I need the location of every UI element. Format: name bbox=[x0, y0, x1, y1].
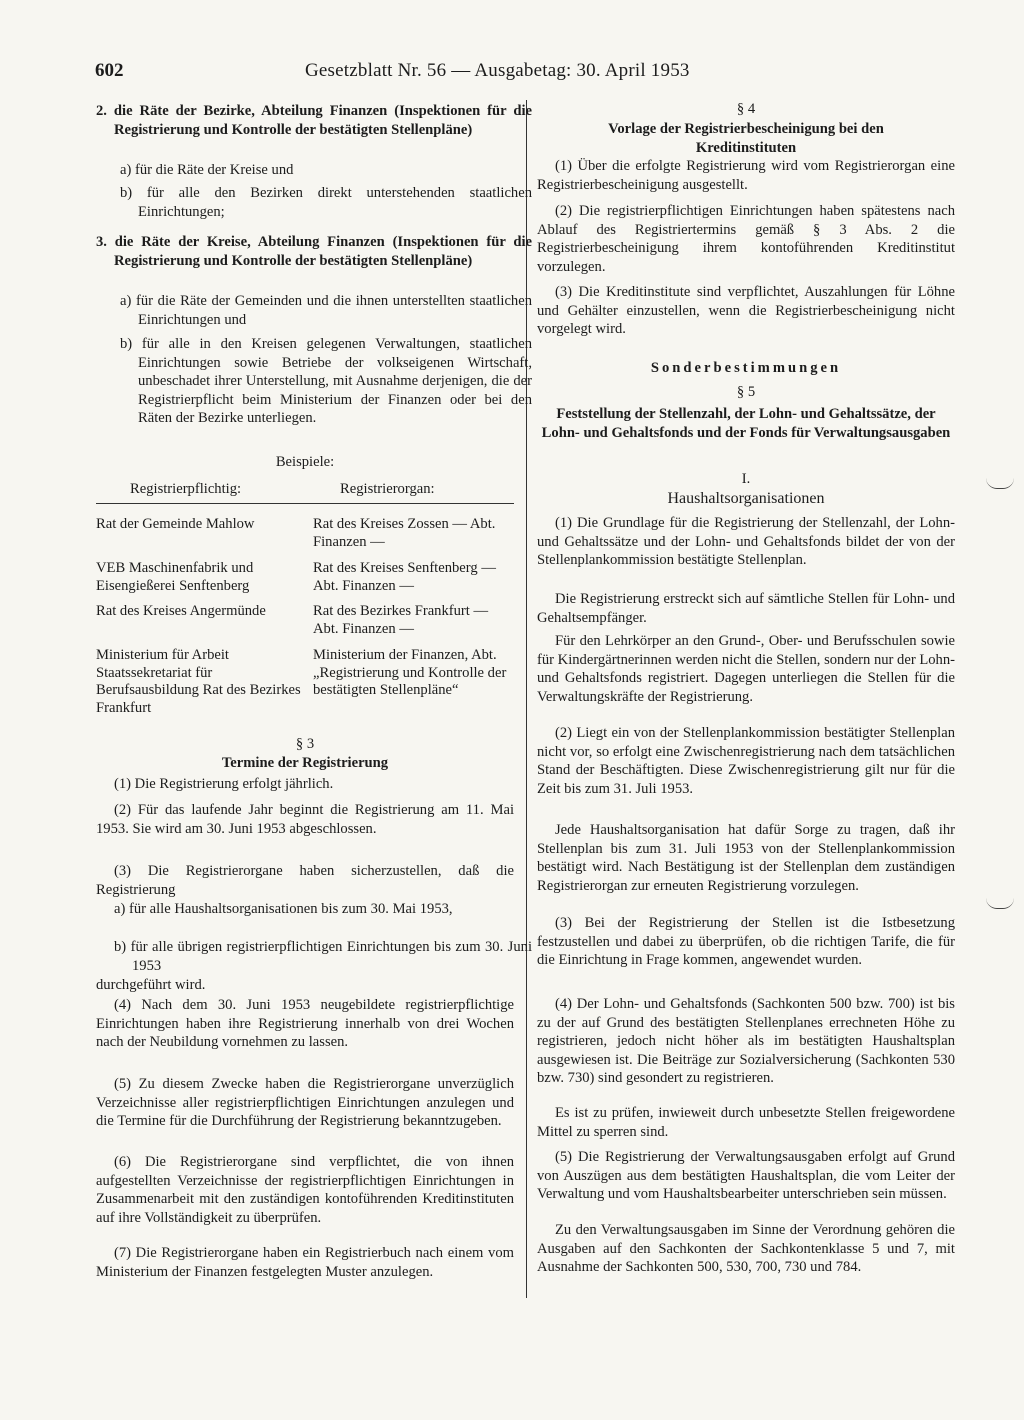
section-5-p1b: Die Registrierung erstreckt sich auf sämtliche Stellen für Lohn- und Gehaltsempfänger. bbox=[537, 591, 955, 626]
table-row-2-left: VEB Maschinenfabrik und Eisengießerei Senftenberg bbox=[96, 560, 254, 594]
table-header-rule bbox=[96, 503, 514, 504]
examples-title: Beispiele: bbox=[275, 454, 335, 470]
section-5-p5b: Zu den Verwaltungsausgaben im Sinne der Verordnung gehören die Ausgaben auf den Sachkonten der Sachkontenklasse 5 und 7, mit Ausnahme der Sachkonten 500, 530, 700, 730 und 784. bbox=[537, 1222, 955, 1275]
section-3-number: § 3 bbox=[295, 736, 315, 752]
table-row-3-right: Rat des Bezirkes Frankfurt — Abt. Finanzen — bbox=[313, 603, 489, 637]
table-row-2-right: Rat des Kreises Senftenberg — Abt. Finanzen — bbox=[313, 560, 496, 594]
table-row-3-left: Rat des Kreises Angermünde bbox=[96, 603, 266, 619]
section-4-number: § 4 bbox=[736, 101, 756, 117]
section-5-p4b: Es ist zu prüfen, inwieweit durch unbesetzte Stellen freigewordene Mittel zu sperren sind. bbox=[537, 1105, 955, 1140]
section-5-number: § 5 bbox=[736, 384, 756, 400]
section-5-p2b: Jede Haushaltsorganisation hat dafür Sorge zu tragen, daß ihr Stellenplan bis zum 31. Juli 1953 von der Stellenplankommission bestätigt wird. Nach Bestätigung ist der Stellenplan dem zuständigen Registrierorgan zur erneuten Registrierung vorzulegen. bbox=[537, 822, 955, 894]
margin-mark bbox=[986, 898, 1014, 909]
section-3-p4: (4) Nach dem 30. Juni 1953 neugebildete registrierpflichtige Einrichtungen haben ihre Registrierung innerhalb von drei Wochen nach der Neubildung vornehmen zu lassen. bbox=[96, 997, 514, 1050]
roman-numeral-i: I. bbox=[741, 471, 751, 487]
page-header bbox=[95, 60, 745, 84]
item-2-heading: 2. die Räte der Bezirke, Abteilung Finanzen (Inspektionen für die Registrierung und Kontrolle der bestätigten Stellenpläne) bbox=[96, 103, 532, 138]
section-5-title: Feststellung der Stellenzahl, der Lohn- und Gehaltssätze, der Lohn- und Gehaltsfonds und der Fonds für Verwaltungsausgaben bbox=[541, 406, 951, 441]
section-5-p1c: Für den Lehrkörper an den Grund-, Ober- und Berufsschulen sowie für Kindergärtnerinnen werden nicht die Stellen, sondern nur der Lohn- und Gehaltsfonds registriert. Dagegen unterliegen die Stellen für die Verwaltungskräfte der Registrierung. bbox=[537, 633, 955, 705]
section-4-p2: (2) Die registrierpflichtigen Einrichtungen haben spätestens nach Ablauf des Registriertermins gemäß § 3 Abs. 2 die Registrierbescheinigung ihrem kontoführenden Kreditinstitut vorzulegen. bbox=[537, 203, 955, 275]
table-header-registrierpflichtig: Registrierpflichtig: bbox=[130, 481, 242, 497]
section-5-p2: (2) Liegt ein von der Stellenplankommission bestätigter Stellenplan nicht vor, so erfolgt eine Zwischenregistrierung nach dem tatsächlichen Stand der Beschäftigten. Diese Zwischenregistrierung gilt nur für die Zeit bis zum 31. Juli 1953. bbox=[537, 725, 955, 797]
item-2-b: b) für alle den Bezirken direkt unterstehenden staatlichen Einrichtungen; bbox=[120, 185, 532, 220]
section-3-p7: (7) Die Registrierorgane haben ein Registrierbuch nach einem vom Ministerium der Finanzen festgelegten Muster anzulegen. bbox=[96, 1245, 514, 1280]
section-3-p3-b: b) für alle übrigen registrierpflichtigen Einrichtungen bis zum 30. Juni 1953 bbox=[114, 939, 532, 974]
section-5-p5: (5) Die Registrierung der Verwaltungsausgaben erfolgt auf Grund von Auszügen aus dem bestätigten Haushaltsplan, die vom Leiter der Verwaltung und vom Haushaltsbearbeiter unterschrieben sein müssen. bbox=[537, 1149, 955, 1202]
item-2-a: a) für die Räte der Kreise und bbox=[120, 162, 294, 178]
section-5-p4: (4) Der Lohn- und Gehaltsfonds (Sachkonten 500 bzw. 700) ist bis zu der auf Grund des bestätigten Stellenplanes errechneten Höhe zu registrieren, jedoch nicht höher als im bestätigten Haushaltsplan ausgewiesen ist. Die Beiträge zur Sozialversicherung (Sachkonten 530 bzw. 730) sind gesondert zu registrieren. bbox=[537, 996, 955, 1086]
section-3-p3: (3) Die Registrierorgane haben sicherzustellen, daß die Registrierung bbox=[96, 863, 514, 898]
section-3-p2: (2) Für das laufende Jahr beginnt die Registrierung am 11. Mai 1953. Sie wird am 30. Juni 1953 abgeschlossen. bbox=[96, 802, 514, 837]
section-4-p3: (3) Die Kreditinstitute sind verpflichtet, Auszahlungen für Löhne und Gehälter einzustellen, wenn die Registrierbescheinigung nicht vorgelegt wird. bbox=[537, 284, 955, 337]
section-5-p1: (1) Die Grundlage für die Registrierung der Stellenzahl, der Lohn- und Gehaltssätze und der Lohn- und Gehaltsfonds bildet der von der Stellenplankommission bestätigte Stellenplan. bbox=[537, 515, 955, 568]
item-3-b: b) für alle in den Kreisen gelegenen Verwaltungen, staatlichen Einrichtungen sowie Betriebe der volkseigenen Wirtschaft, unbeschadet ihrer Unterstellung, mit Ausnahme derjenigen, die der Registrierpflicht beim Ministerium der Finanzen oder bei den Räten der Bezirke unterliegen. bbox=[120, 336, 532, 426]
table-row-4-left: Ministerium für Arbeit Staatssekretariat für Berufsausbildung Rat des Bezirkes Frankfurt bbox=[96, 647, 301, 716]
table-row-1-left: Rat der Gemeinde Mahlow bbox=[96, 516, 255, 532]
section-3-p3-end: durchgeführt wird. bbox=[96, 977, 206, 993]
header-title: Gesetzblatt Nr. 56 — Ausgabetag: 30. April 1953 bbox=[305, 60, 690, 81]
margin-mark bbox=[986, 478, 1014, 489]
table-row-1-right: Rat des Kreises Zossen — Abt. Finanzen — bbox=[313, 516, 496, 550]
item-3-a: a) für die Räte der Gemeinden und die ihnen unterstellten staatlichen Einrichtungen und bbox=[120, 293, 532, 328]
section-3-p5: (5) Zu diesem Zwecke haben die Registrierorgane unverzüglich Verzeichnisse aller registrierpflichtigen Einrichtungen anzulegen und die Termine für die Durchführung der Registrierung bekanntzugeben. bbox=[96, 1076, 514, 1129]
page-number: 602 bbox=[95, 60, 124, 81]
sub-heading-haushaltsorganisationen: Haushaltsorganisationen bbox=[667, 490, 825, 507]
item-3-heading: 3. die Räte der Kreise, Abteilung Finanzen (Inspektionen für die Registrierung und Kontrolle der bestätigten Stellenpläne) bbox=[96, 234, 532, 269]
special-provisions-heading: Sonderbestimmungen bbox=[650, 360, 842, 376]
section-4-title: Vorlage der Registrierbescheinigung bei den Kreditinstituten bbox=[608, 121, 884, 156]
table-row-4-right: Ministerium der Finanzen, Abt. „Registrierung und Kontrolle der bestätigten Stellenpläne“ bbox=[313, 647, 507, 698]
section-3-p3-a: a) für alle Haushaltsorganisationen bis zum 30. Mai 1953, bbox=[114, 901, 453, 917]
column-divider bbox=[526, 100, 527, 1298]
section-5-p3: (3) Bei der Registrierung der Stellen ist die Istbesetzung festzustellen und dabei zu überprüfen, ob die richtigen Tarife, die für die Einrichtung in Frage kommen, angewendet wurden. bbox=[537, 915, 955, 968]
table-header-registrierorgan: Registrierorgan: bbox=[340, 481, 435, 497]
section-3-p6: (6) Die Registrierorgane sind verpflichtet, die von ihnen aufgestellten Verzeichnisse der registrierpflichtigen Einrichtungen in Zusammenarbeit mit den zuständigen kontoführenden Kreditinstituten auf ihre Vollständigkeit zu überprüfen. bbox=[96, 1154, 514, 1226]
section-4-p1: (1) Über die erfolgte Registrierung wird vom Registrierorgan eine Registrierbescheinigung ausgestellt. bbox=[537, 158, 955, 193]
section-3-title: Termine der Registrierung bbox=[221, 755, 389, 771]
section-3-p1: (1) Die Registrierung erfolgt jährlich. bbox=[114, 776, 334, 792]
